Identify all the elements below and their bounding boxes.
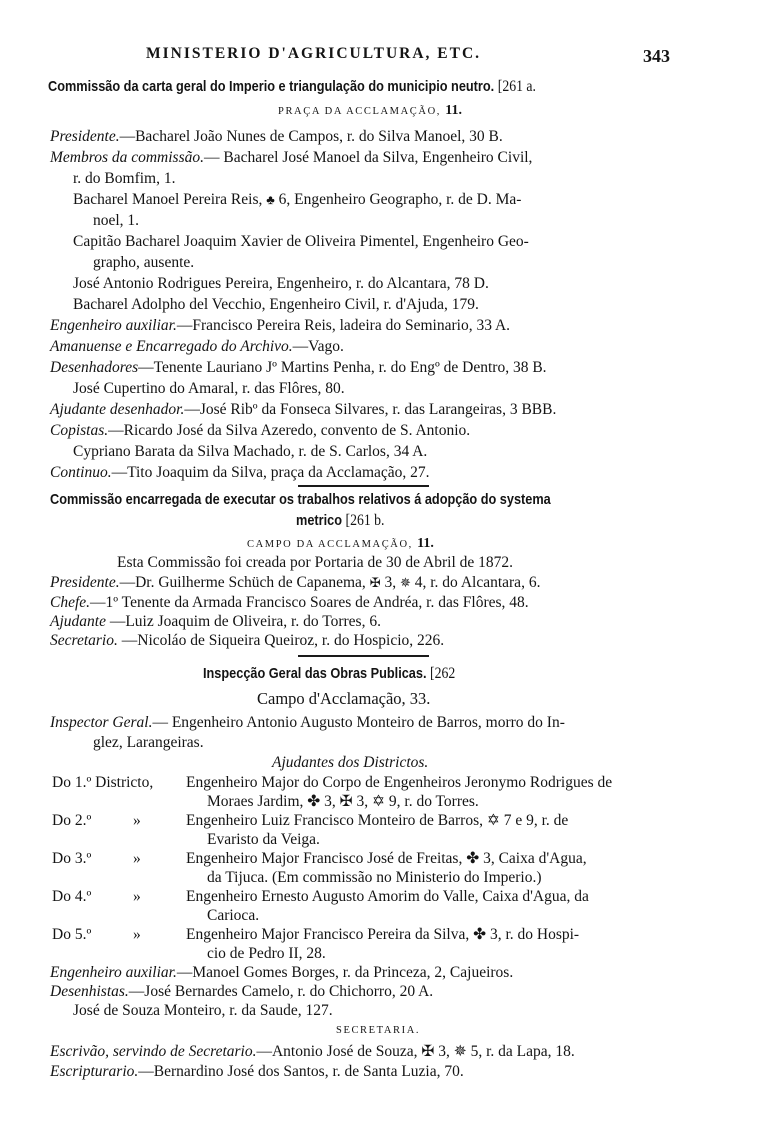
section-1-heading: Commissão da carta geral do Imperio e triangulação do municipio neutro. [261 a.: [48, 78, 536, 95]
district-4-line-1: Engenheiro Ernesto Augusto Amorim do Valle, Caixa d'Agua, da: [186, 888, 589, 905]
s1-line-amanuense: Amanuense e Encarregado do Archivo.—Vago.: [50, 338, 344, 355]
s1-line-9: Bacharel Adolpho del Vecchio, Engenheiro Civil, r. d'Ajuda, 179.: [73, 296, 479, 313]
s1-line-4: Bacharel Manoel Pereira Reis, ♣ 6, Engenheiro Geographo, r. de D. Ma-: [73, 191, 522, 208]
district-4-ditto: »: [133, 888, 141, 905]
s2-line-presidente: Presidente.—Dr. Guilherme Schüch de Capanema, ✠ 3, ✵ 4, r. do Alcantara, 6.: [50, 574, 541, 591]
district-5-line-2: cio de Pedro II, 28.: [207, 945, 326, 962]
s1-line-8: José Antonio Rodrigues Pereira, Engenheiro, r. do Alcantara, 78 D.: [73, 275, 489, 292]
section-2-heading-line-2: metrico [261 b.: [296, 512, 385, 529]
page-number: 343: [643, 46, 670, 66]
s2-intro: Esta Commissão foi creada por Portaria de 30 de Abril de 1872.: [117, 554, 514, 571]
district-2-line-1: Engenheiro Luiz Francisco Monteiro de Barros, ✡ 7 e 9, r. de: [186, 812, 569, 829]
district-2-ditto: »: [133, 812, 141, 829]
district-4-label: Do 4.º: [52, 888, 92, 905]
s3-line-e3: José de Souza Monteiro, r. da Saude, 127.: [73, 1002, 333, 1019]
s1-line-continuo: Continuo.—Tito Joaquim da Silva, praça da Acclamação, 27.: [50, 464, 430, 481]
s3-subheading: Ajudantes dos Districtos.: [272, 754, 429, 771]
s1-line-3: r. do Bomfim, 1.: [73, 170, 176, 187]
s3-line-desenhistas: Desenhistas.—José Bernardes Camelo, r. do Chichorro, 20 A.: [50, 983, 434, 1000]
district-5-ditto: »: [133, 926, 141, 943]
section-3-heading: Inspecção Geral das Obras Publicas. [262: [203, 665, 456, 682]
district-5-line-1: Engenheiro Major Francisco Pereira da Silva, ✤ 3, r. do Hospi-: [186, 926, 580, 943]
s1-line-5: noel, 1.: [93, 212, 140, 229]
district-1-line-1: Engenheiro Major do Corpo de Engenheiros Jeronymo Rodrigues de: [186, 774, 613, 791]
star-insignia-icon: ✵: [399, 575, 411, 590]
district-2-label: Do 2.º: [52, 812, 92, 829]
district-3-label: Do 3.º: [52, 850, 92, 867]
section-3-address: Campo d'Acclamação, 33.: [257, 689, 431, 708]
s3-line-escrivao: Escrivão, servindo de Secretario.—Antonio José de Souza, ✠ 3, ✵ 5, r. da Lapa, 18.: [50, 1043, 575, 1060]
s1-line-13: José Cupertino do Amaral, r. das Flôres, 80.: [73, 380, 345, 397]
cross-insignia-icon: ✠: [369, 575, 381, 590]
s1-line-6: Capitão Bacharel Joaquim Xavier de Oliveira Pimentel, Engenheiro Geo-: [73, 233, 529, 250]
district-3-ditto: »: [133, 850, 141, 867]
district-5-label: Do 5.º: [52, 926, 92, 943]
section-2-heading-line-1: Commissão encarregada de executar os trabalhos relativos á adopção do systema: [50, 492, 551, 508]
district-4-line-2: Carioca.: [207, 907, 260, 924]
s1-line-presidente: Presidente.—Bacharel João Nunes de Campos, r. do Silva Manoel, 30 B.: [50, 128, 503, 145]
s2-line-ajudante: Ajudante —Luiz Joaquim de Oliveira, r. do Torres, 6.: [50, 613, 381, 630]
running-header: MINISTERIO D'AGRICULTURA, ETC.: [146, 45, 482, 62]
district-3-line-2: da Tijuca. (Em commissão no Ministerio do Imperio.): [207, 869, 542, 886]
s3-line-engenheiro: Engenheiro auxiliar.—Manoel Gomes Borges, r. da Princeza, 2, Cajueiros.: [50, 964, 514, 981]
s3-line-escripturario: Escripturario.—Bernardino José dos Santos, r. de Santa Luzia, 70.: [50, 1063, 464, 1080]
order-insignia-icon: ♣: [266, 192, 275, 207]
secretaria-heading: SECRETARIA.: [336, 1025, 421, 1036]
district-1-label: Do 1.º Districto,: [52, 774, 154, 791]
s1-line-ajudante: Ajudante desenhador.—José Ribº da Fonseca Silvares, r. das Larangeiras, 3 BBB.: [50, 401, 557, 418]
district-1-line-2: Moraes Jardim, ✤ 3, ✠ 3, ✡ 9, r. do Torres.: [207, 793, 479, 810]
s1-line-16: Cypriano Barata da Silva Machado, r. de S. Carlos, 34 A.: [73, 443, 428, 460]
s1-line-desenhadores: Desenhadores—Tenente Lauriano Jº Martins Penha, r. do Engº de Dentro, 38 B.: [50, 359, 547, 376]
section-divider: [298, 655, 429, 657]
section-1-address: PRAÇA DA ACCLAMAÇÃO, 11.: [278, 103, 462, 118]
section-2-address: CAMPO DA ACCLAMAÇÃO, 11.: [247, 536, 434, 551]
s1-line-7: grapho, ausente.: [93, 254, 195, 271]
section-divider: [298, 485, 429, 487]
s1-line-engenheiro: Engenheiro auxiliar.—Francisco Pereira Reis, ladeira do Seminario, 33 A.: [50, 317, 511, 334]
s3-line-2: glez, Larangeiras.: [93, 734, 204, 751]
district-2-line-2: Evaristo da Veiga.: [207, 831, 320, 848]
s2-line-secretario: Secretario. —Nicoláo de Siqueira Queiroz, r. do Hospicio, 226.: [50, 632, 445, 649]
s3-line-inspector: Inspector Geral.— Engenheiro Antonio Augusto Monteiro de Barros, morro do In-: [50, 714, 565, 731]
s1-line-copistas: Copistas.—Ricardo José da Silva Azeredo, convento de S. Antonio.: [50, 422, 471, 439]
s2-line-chefe: Chefe.—1º Tenente da Armada Francisco Soares de Andréa, r. das Flôres, 48.: [50, 594, 529, 611]
district-3-line-1: Engenheiro Major Francisco José de Freitas, ✤ 3, Caixa d'Agua,: [186, 850, 587, 867]
s1-line-membros: Membros da commissão.— Bacharel José Manoel da Silva, Engenheiro Civil,: [50, 149, 533, 166]
